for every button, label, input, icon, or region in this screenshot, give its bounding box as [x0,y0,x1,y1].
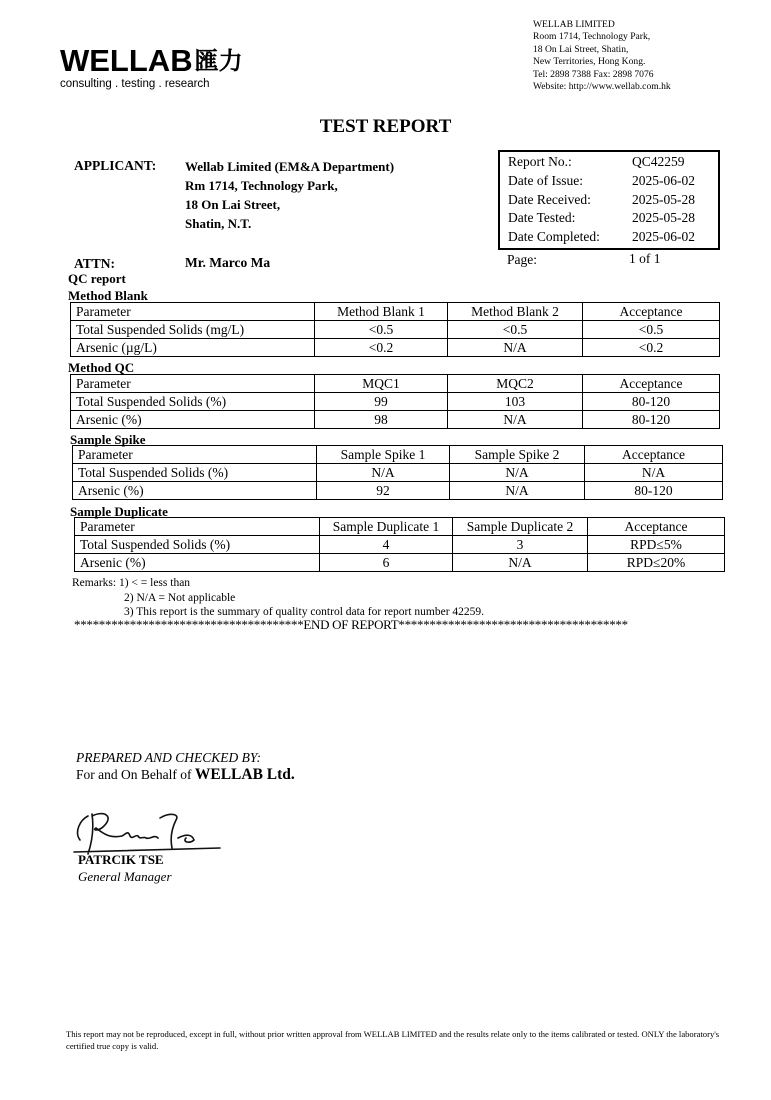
table-cell: MQC2 [448,375,583,393]
table-cell: 98 [315,411,448,429]
table-row [71,339,720,357]
prepared-checked-label: PREPARED AND CHECKED BY: [76,750,261,765]
table-cell: N/A [585,464,723,482]
logo-cjk-text: 匯力 [194,47,243,75]
report-no-value: QC42259 [632,154,685,169]
company-line: Website: http://www.wellab.com.hk [533,81,671,93]
table-cell: Sample Duplicate 2 [453,518,588,536]
table-row [73,464,723,482]
table-cell: 99 [315,393,448,411]
table-cell: 80-120 [585,482,723,500]
report-title: TEST REPORT [319,116,452,137]
signer-title: General Manager [78,869,172,884]
table-cell: Sample Spike 1 [317,446,450,464]
table-cell: Method Blank 2 [448,303,583,321]
sample-duplicate-table [74,517,725,572]
table-cell: Arsenic (%) [73,482,317,500]
table-row [73,482,723,500]
logo-text: WELLAB [60,43,193,78]
applicant-address [185,157,394,233]
company-line: 18 On Lai Street, Shatin, [533,43,629,55]
company-line: Room 1714, Technology Park, [533,31,651,43]
table-cell: Acceptance [583,375,720,393]
date-received-label: Date Received: [508,192,591,207]
table-cell: Parameter [73,446,317,464]
date-of-issue-label: Date of Issue: [508,173,583,188]
company-line: Tel: 2898 7388 Fax: 2898 7076 [533,68,654,80]
table-cell: 3 [453,536,588,554]
table-header-row [75,518,725,536]
page-label: Page: [507,252,537,267]
table-cell: N/A [450,482,585,500]
date-completed-value: 2025-06-02 [632,229,695,244]
table-cell: <0.5 [448,321,583,339]
remark-line: 2) N/A = Not applicable [124,591,236,604]
signer-name: PATRCIK TSE [78,852,164,867]
applicant-line: Shatin, N.T. [185,216,252,231]
table-header-row [73,446,723,464]
method-qc-table [70,374,720,429]
table-header-row [71,375,720,393]
section-title-sample-duplicate: Sample Duplicate [70,504,168,519]
table-row [75,554,725,572]
table-cell: 80-120 [583,393,720,411]
table-cell: RPD≤5% [588,536,725,554]
section-title-sample-spike: Sample Spike [70,432,146,447]
table-cell: RPD≤20% [588,554,725,572]
company-line: New Territories, Hong Kong. [533,56,646,68]
remarks [72,576,484,620]
table-row [71,393,720,411]
table-cell: <0.5 [315,321,448,339]
footer-disclaimer: This report may not be reproduced, except in full, without prior written approval from WELLAB LIMITED and the results relate only to the items calibrated or tested. ONLY the laboratory's certified true copy is valid. [66,1029,720,1051]
table-cell: Acceptance [583,303,720,321]
attn-value: Mr. Marco Ma [185,255,271,270]
table-cell: Sample Duplicate 1 [320,518,453,536]
date-received-value: 2025-05-28 [632,192,695,207]
company-address-block [533,19,671,93]
table-cell: 6 [320,554,453,572]
table-cell: 92 [317,482,450,500]
section-title-method-qc: Method QC [68,360,135,375]
company-line: WELLAB LIMITED [533,19,615,30]
table-cell: Sample Spike 2 [450,446,585,464]
on-behalf-prefix: For and On Behalf of [76,767,195,782]
date-of-issue-value: 2025-06-02 [632,173,695,188]
table-row [75,536,725,554]
remark-line: 3) This report is the summary of quality control data for report number 42259. [124,606,485,618]
method-blank-table [70,302,720,357]
qc-report-title: QC report [68,271,126,286]
table-cell: Arsenic (%) [71,411,315,429]
table-cell: Total Suspended Solids (mg/L) [71,321,315,339]
on-behalf-company: WELLAB Ltd. [194,766,295,783]
applicant-label: APPLICANT: [74,158,157,173]
report-info-box [498,150,720,250]
table-cell: Arsenic (µg/L) [71,339,315,357]
sample-spike-table [72,445,723,500]
table-cell: N/A [317,464,450,482]
table-cell: Total Suspended Solids (%) [73,464,317,482]
end-of-report: *************************************END OF REPORT************************************* [74,617,628,632]
table-cell: N/A [448,339,583,357]
table-cell: N/A [448,411,583,429]
attn-label: ATTN: [74,256,116,271]
date-completed-label: Date Completed: [508,229,600,244]
table-cell: 80-120 [583,411,720,429]
date-tested-label: Date Tested: [508,210,576,225]
table-cell: 4 [320,536,453,554]
table-row [71,411,720,429]
company-logo [60,44,243,78]
applicant-line: Wellab Limited (EM&A Department) [185,159,395,174]
table-header-row [71,303,720,321]
applicant-line: 18 On Lai Street, [185,197,281,212]
table-cell: 103 [448,393,583,411]
table-cell: N/A [453,554,588,572]
table-cell: Parameter [75,518,320,536]
table-cell: Total Suspended Solids (%) [75,536,320,554]
table-cell: Parameter [71,303,315,321]
table-cell: <0.2 [583,339,720,357]
applicant-line: Rm 1714, Technology Park, [185,178,338,193]
page-value: 1 of 1 [629,251,661,266]
table-cell: Acceptance [588,518,725,536]
on-behalf-line [76,766,295,784]
report-no-label: Report No.: [508,154,572,169]
table-row [71,321,720,339]
table-cell: Parameter [71,375,315,393]
table-cell: <0.5 [583,321,720,339]
logo-tagline: consulting . testing . research [60,78,210,90]
table-cell: Method Blank 1 [315,303,448,321]
remark-line: Remarks: 1) < = less than [72,577,191,589]
table-cell: Total Suspended Solids (%) [71,393,315,411]
table-cell: N/A [450,464,585,482]
table-cell: Arsenic (%) [75,554,320,572]
section-title-method-blank: Method Blank [68,288,148,303]
table-cell: <0.2 [315,339,448,357]
table-cell: Acceptance [585,446,723,464]
table-cell: MQC1 [315,375,448,393]
date-tested-value: 2025-05-28 [632,210,695,225]
